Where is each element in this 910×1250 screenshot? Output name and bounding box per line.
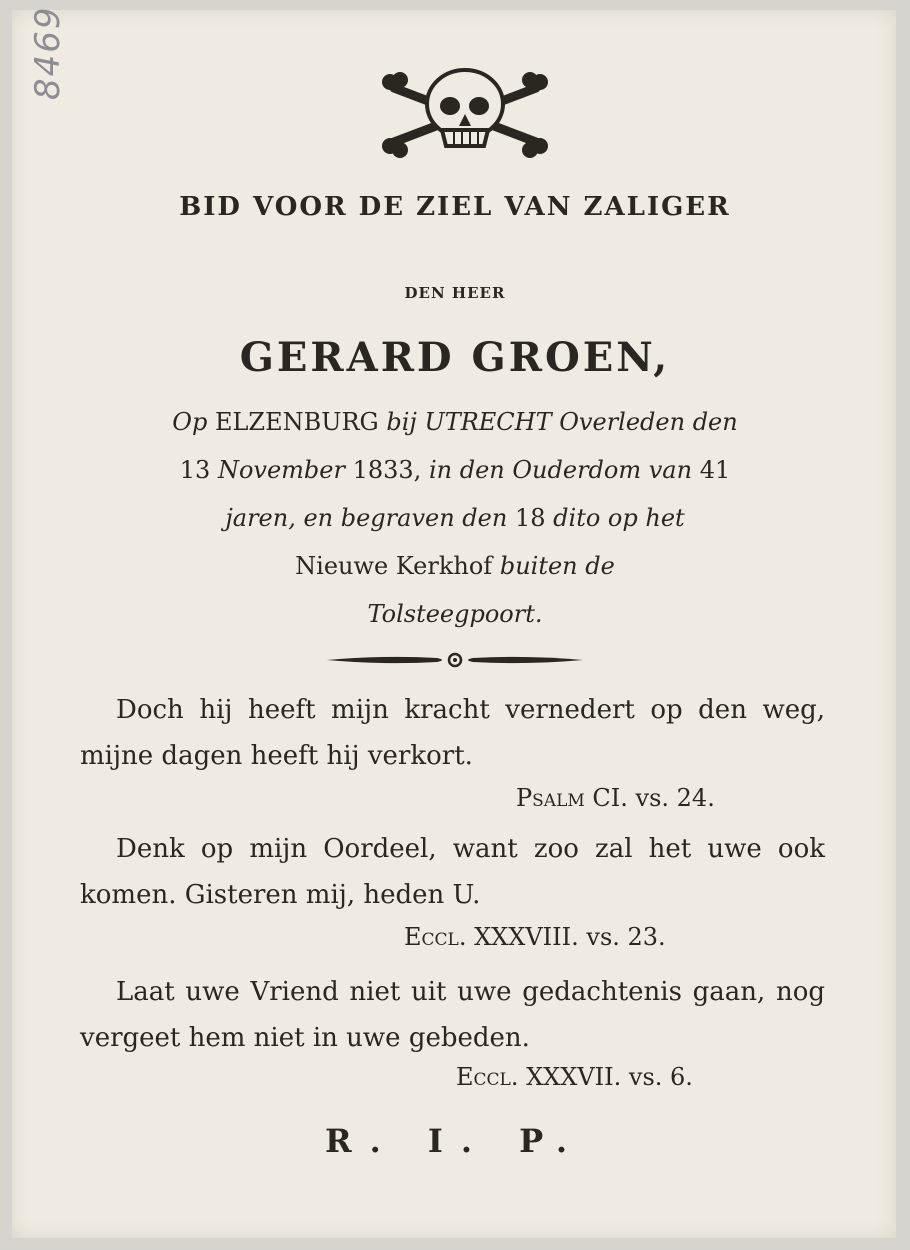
verse-3 xyxy=(80,969,825,1061)
verse-text: Laat uwe Vriend niet uit uwe gedachtenis gaan, nog vergeet hem niet in uwe gebeden. xyxy=(80,977,825,1053)
bio-text: Op xyxy=(172,408,208,436)
bio-text: Nieuwe Kerkhof xyxy=(295,552,493,580)
verse-3-reference xyxy=(456,1063,693,1091)
bio-text: jaren, en begraven den xyxy=(225,504,508,532)
biography-text xyxy=(80,398,830,638)
bio-line-2 xyxy=(80,446,830,494)
title-den-heer: DEN HEER xyxy=(404,284,506,302)
verse-text: Denk op mijn Oordeel, want zoo zal het uwe ook komen. Gisteren mij, heden U. xyxy=(80,834,825,910)
reference-book: Eccl. xyxy=(404,923,467,951)
skull-crossbones-icon xyxy=(380,66,550,158)
verse-1-reference xyxy=(516,784,715,812)
verse-text: Doch hij heeft mijn kracht vernedert op den weg, mijne dagen heeft hij verkort. xyxy=(80,695,825,771)
bio-text: ELZENBURG xyxy=(214,408,379,436)
bio-text: dito op het xyxy=(553,504,685,532)
reference-chapter-verse: XXXVII. vs. 6. xyxy=(526,1063,693,1091)
heading: BID VOOR DE ZIEL VAN ZALIGER xyxy=(179,192,731,222)
reference-chapter-verse: CI. vs. 24. xyxy=(592,784,715,812)
verse-2-reference xyxy=(404,923,666,951)
bio-text: Overleden den xyxy=(559,408,738,436)
bio-text: 13 xyxy=(179,456,211,484)
bio-line-3 xyxy=(80,494,830,542)
bio-line-1 xyxy=(80,398,830,446)
bio-text: 18 xyxy=(514,504,546,532)
bio-text: 1833, xyxy=(352,456,422,484)
reference-book: Psalm xyxy=(516,784,585,812)
bio-text: in den Ouderdom van xyxy=(428,456,693,484)
bio-text: 41 xyxy=(699,456,731,484)
bio-text: November xyxy=(217,456,345,484)
rip-text: R. I. P. xyxy=(324,1122,586,1160)
reference-book: Eccl. xyxy=(456,1063,519,1091)
bio-text: bij xyxy=(386,408,417,436)
bio-line-5 xyxy=(80,590,830,638)
bio-text: buiten de xyxy=(499,552,615,580)
verse-2 xyxy=(80,826,825,918)
bio-text: Tolsteegpoort. xyxy=(367,600,543,628)
bio-text: UTRECHT xyxy=(424,408,552,436)
deceased-name: GERARD GROEN, xyxy=(239,334,671,381)
ornamental-divider xyxy=(325,649,585,671)
reference-chapter-verse: XXXVIII. vs. 23. xyxy=(474,923,666,951)
bio-line-4 xyxy=(80,542,830,590)
verse-1 xyxy=(80,687,825,779)
handwritten-inventory-number: 8469 xyxy=(28,5,68,100)
